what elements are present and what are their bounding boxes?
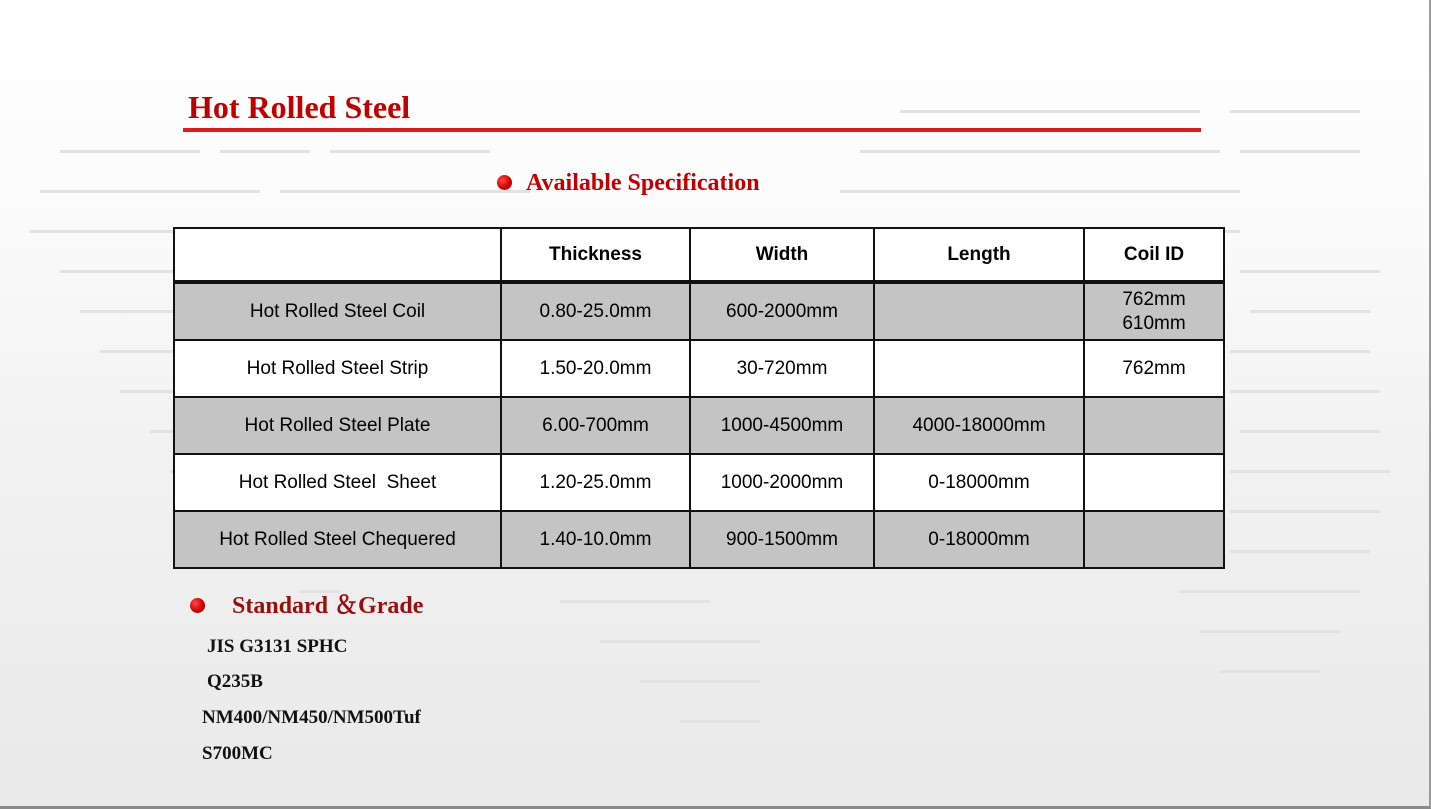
width-cell: 600-2000mm [690, 282, 874, 340]
coil-id-cell: 762mm [1084, 340, 1224, 397]
length-cell [874, 340, 1084, 397]
length-cell: 0-18000mm [874, 454, 1084, 511]
product-cell: Hot Rolled Steel Chequered [174, 511, 501, 568]
coil-id-cell [1084, 511, 1224, 568]
width-cell: 1000-4500mm [690, 397, 874, 454]
product-cell: Hot Rolled Steel Sheet [174, 454, 501, 511]
header-thickness: Thickness [501, 228, 690, 282]
width-cell: 900-1500mm [690, 511, 874, 568]
thickness-cell: 1.20-25.0mm [501, 454, 690, 511]
coil-id-cell [1084, 454, 1224, 511]
specification-table [173, 227, 1225, 569]
thickness-cell: 1.50-20.0mm [501, 340, 690, 397]
header-width: Width [690, 228, 874, 282]
table-row [174, 340, 1224, 397]
grade-item: S700MC [202, 743, 273, 764]
bullet-dot-icon [497, 175, 512, 190]
table-header-row [174, 228, 1224, 282]
width-cell: 1000-2000mm [690, 454, 874, 511]
bullet-dot-icon [190, 598, 205, 613]
grade-item: NM400/NM450/NM500Tuf [202, 707, 421, 728]
grade-item: Q235B [207, 671, 263, 692]
coil-id-cell: 762mm 610mm [1084, 282, 1224, 340]
product-cell: Hot Rolled Steel Strip [174, 340, 501, 397]
thickness-cell: 1.40-10.0mm [501, 511, 690, 568]
length-cell [874, 282, 1084, 340]
thickness-cell: 0.80-25.0mm [501, 282, 690, 340]
header-product [174, 228, 501, 282]
header-coil-id: Coil ID [1084, 228, 1224, 282]
standard-grade-heading: Standard ＆Grade [232, 593, 424, 619]
title-underline [183, 128, 1201, 132]
grade-item: JIS G3131 SPHC [207, 636, 348, 657]
table-row [174, 282, 1224, 340]
coil-id-cell [1084, 397, 1224, 454]
page-title: Hot Rolled Steel [188, 89, 411, 125]
header-length: Length [874, 228, 1084, 282]
table-row [174, 454, 1224, 511]
table-row [174, 397, 1224, 454]
length-cell: 4000-18000mm [874, 397, 1084, 454]
thickness-cell: 6.00-700mm [501, 397, 690, 454]
product-cell: Hot Rolled Steel Coil [174, 282, 501, 340]
available-specification-heading: Available Specification [526, 170, 760, 196]
product-cell: Hot Rolled Steel Plate [174, 397, 501, 454]
table-row [174, 511, 1224, 568]
length-cell: 0-18000mm [874, 511, 1084, 568]
width-cell: 30-720mm [690, 340, 874, 397]
